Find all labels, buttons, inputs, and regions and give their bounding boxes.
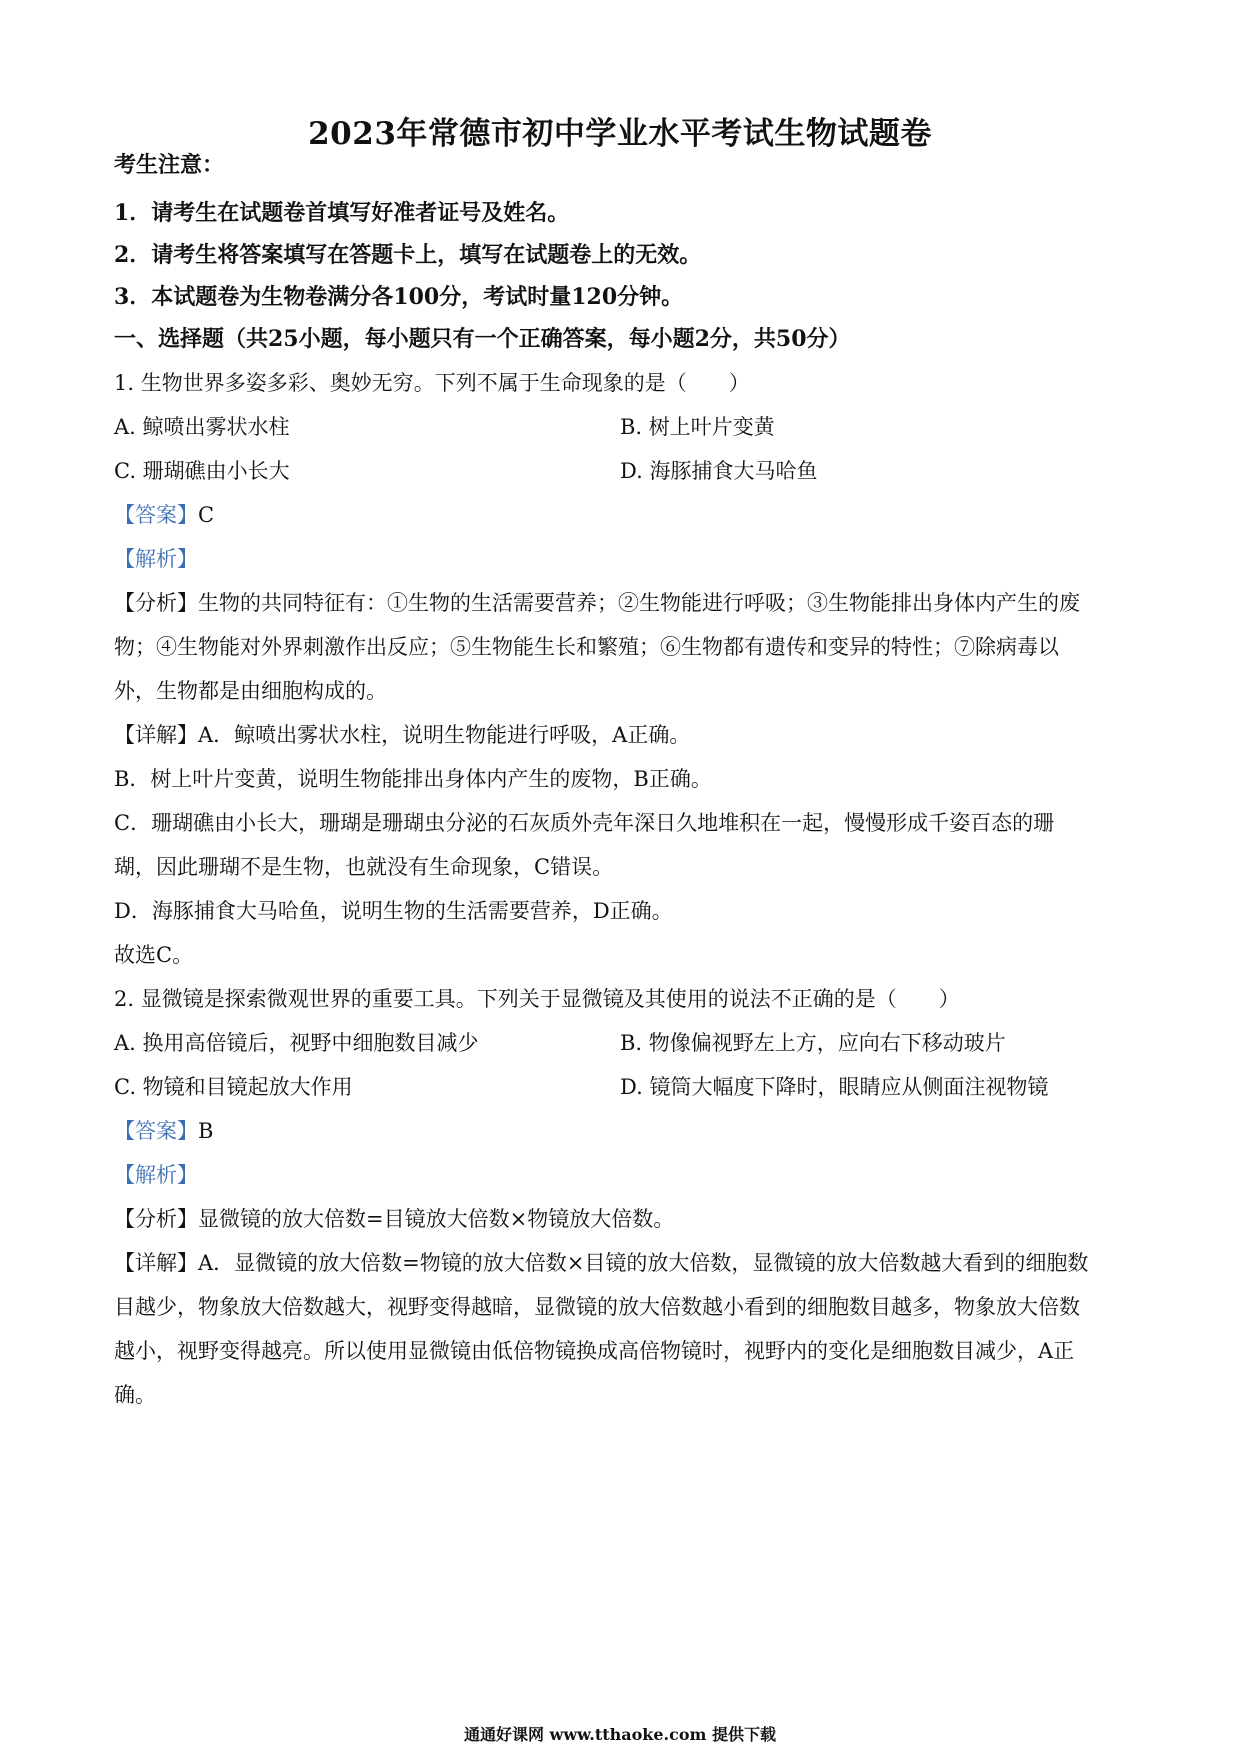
q1-fenxi-line-1 <box>114 588 1124 618</box>
q2-answer-tag: 【答案】 <box>114 1119 198 1143</box>
q2-answer <box>114 1116 1124 1146</box>
q1-answer-tag: 【答案】 <box>114 503 198 527</box>
q1-answer <box>114 500 1124 530</box>
q1-xiangjie-text-a: A．鲸喷出雾状水柱，说明生物能进行呼吸，A正确。 <box>198 723 691 747</box>
notice-2: 2．请考生将答案填写在答题卡上，填写在试题卷上的无效。 <box>114 242 702 268</box>
q1-option-a: A. 鲸喷出雾状水柱 <box>114 415 290 439</box>
q2-fenxi-text-1: 显微镜的放大倍数=目镜放大倍数×物镜放大倍数。 <box>198 1207 675 1231</box>
q1-stem: 1. 生物世界多姿多彩、奥妙无穷。下列不属于生命现象的是（ ） <box>114 371 750 395</box>
q1-analysis-label: 【解析】 <box>114 547 198 571</box>
q2-xiangjie-line-3: 越小，视野变得越亮。所以使用显微镜由低倍物镜换成高倍物镜时，视野内的变化是细胞数目减少，A正 <box>114 1339 1075 1363</box>
section-heading: 一、选择题（共25小题，每小题只有一个正确答案，每小题2分，共50分） <box>114 326 851 352</box>
q1-conclusion: 故选C。 <box>114 943 194 967</box>
q1-xiangjie-line-c2: 瑚，因此珊瑚不是生物，也就没有生命现象，C错误。 <box>114 855 614 879</box>
q2-xiangjie-line-4: 确。 <box>114 1383 156 1407</box>
q1-answer-value: C <box>198 503 215 527</box>
q2-option-d: D. 镜筒大幅度下降时，眼睛应从侧面注视物镜 <box>620 1075 1049 1099</box>
q2-option-a: A. 换用高倍镜后，视野中细胞数目减少 <box>114 1031 479 1055</box>
q1-xiangjie-line-c1: C．珊瑚礁由小长大，珊瑚是珊瑚虫分泌的石灰质外壳年深日久地堆积在一起，慢慢形成千姿百态的珊 <box>114 811 1055 835</box>
q1-option-b: B. 树上叶片变黄 <box>620 415 775 439</box>
q2-xiangjie-tag: 【详解】 <box>114 1251 198 1275</box>
q1-xiangjie-line-b: B．树上叶片变黄，说明生物能排出身体内产生的废物，B正确。 <box>114 767 712 791</box>
page-title: 2023年常德市初中学业水平考试生物试题卷 <box>308 116 932 152</box>
q2-xiangjie-line-2: 目越少，物象放大倍数越大，视野变得越暗，显微镜的放大倍数越小看到的细胞数目越多，物象放大倍数 <box>114 1295 1080 1319</box>
q2-option-b: B. 物像偏视野左上方，应向右下移动玻片 <box>620 1031 1006 1055</box>
q2-fenxi-tag: 【分析】 <box>114 1207 198 1231</box>
notice-3: 3．本试题卷为生物卷满分各100分，考试时量120分钟。 <box>114 284 684 310</box>
notice-1: 1．请考生在试题卷首填写好准者证号及姓名。 <box>114 200 570 226</box>
q2-analysis-tag <box>114 1160 1124 1190</box>
q1-option-c: C. 珊瑚礁由小长大 <box>114 459 290 483</box>
notice-heading: 考生注意： <box>114 152 225 178</box>
q2-answer-value: B <box>198 1119 214 1143</box>
q2-stem: 2. 显微镜是探索微观世界的重要工具。下列关于显微镜及其使用的说法不正确的是（ ） <box>114 987 960 1011</box>
q1-fenxi-line-2: 物；④生物能对外界刺激作出反应；⑤生物能生长和繁殖；⑥生物都有遗传和变异的特性；⑦除病毒以 <box>114 635 1059 659</box>
q1-fenxi-tag: 【分析】 <box>114 591 198 615</box>
q1-xiangjie-tag: 【详解】 <box>114 723 198 747</box>
q1-analysis-tag <box>114 544 1124 574</box>
q1-xiangjie-line-a <box>114 720 1124 750</box>
q1-option-d: D. 海豚捕食大马哈鱼 <box>620 459 818 483</box>
q2-xiangjie-line-1 <box>114 1248 1124 1278</box>
q1-xiangjie-line-d: D．海豚捕食大马哈鱼，说明生物的生活需要营养，D正确。 <box>114 899 673 923</box>
footer-source: 通通好课网 www.tthaoke.com 提供下载 <box>463 1725 777 1744</box>
q2-option-c: C. 物镜和目镜起放大作用 <box>114 1075 353 1099</box>
q2-xiangjie-text-1: A．显微镜的放大倍数=物镜的放大倍数×目镜的放大倍数，显微镜的放大倍数越大看到的细胞数 <box>198 1251 1089 1275</box>
q1-fenxi-text-1: 生物的共同特征有：①生物的生活需要营养；②生物能进行呼吸；③生物能排出身体内产生的废 <box>198 591 1080 615</box>
q2-analysis-label: 【解析】 <box>114 1163 198 1187</box>
q1-fenxi-line-3: 外，生物都是由细胞构成的。 <box>114 679 387 703</box>
q2-fenxi-line-1 <box>114 1204 1124 1234</box>
